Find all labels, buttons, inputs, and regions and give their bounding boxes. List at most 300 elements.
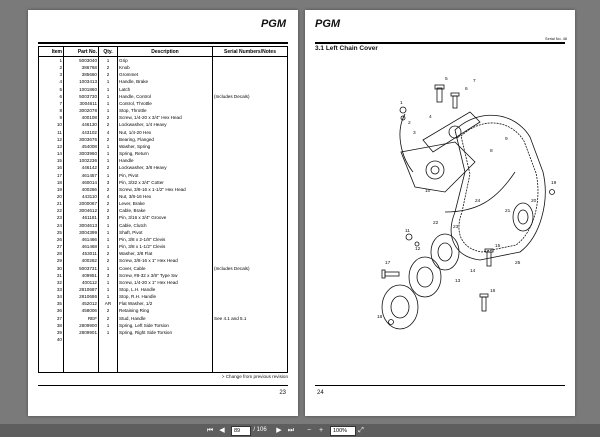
table-row-empty bbox=[39, 358, 288, 365]
col-description-cell: Grip bbox=[118, 57, 213, 65]
col-qty-cell: AR bbox=[99, 300, 118, 307]
col-serial-notes-cell bbox=[213, 257, 288, 264]
chain-cover-inner bbox=[459, 123, 538, 252]
col-item-cell: 11 bbox=[39, 129, 64, 136]
callout-8: 8 bbox=[490, 149, 493, 154]
callout-16: 16 bbox=[490, 289, 496, 294]
col-part-no-cell: 2810687 bbox=[64, 286, 99, 293]
col-part-no-cell: 1002236 bbox=[64, 157, 99, 164]
col-description-cell: Pin, 3/16 x 3/4" Groove bbox=[118, 214, 213, 221]
table-row bbox=[39, 71, 288, 78]
col-part-no-cell: 3003960 bbox=[64, 150, 99, 157]
col-item-cell: 30 bbox=[39, 265, 64, 272]
col-description-cell: Handle, Control bbox=[118, 93, 213, 100]
col-item-cell: 27 bbox=[39, 243, 64, 250]
col-item-cell: 9 bbox=[39, 114, 64, 121]
col-qty-cell: 1 bbox=[99, 329, 118, 336]
col-item-cell: 8 bbox=[39, 107, 64, 114]
col-item-cell: 6 bbox=[39, 93, 64, 100]
col-item-cell: 17 bbox=[39, 172, 64, 179]
empty-cell bbox=[99, 365, 118, 373]
callout-9: 9 bbox=[505, 137, 508, 142]
col-qty-cell: 2 bbox=[99, 315, 118, 322]
table-row bbox=[39, 150, 288, 157]
col-qty-cell: 1 bbox=[99, 107, 118, 114]
zoom-out-icon[interactable]: − bbox=[306, 427, 312, 434]
zoom-level-field[interactable]: 100% bbox=[330, 426, 356, 436]
table-row bbox=[39, 229, 288, 236]
col-serial-notes-cell bbox=[213, 57, 288, 65]
col-qty-cell: 1 bbox=[99, 100, 118, 107]
table-row bbox=[39, 157, 288, 164]
col-serial-notes-cell bbox=[213, 172, 288, 179]
empty-cell bbox=[64, 350, 99, 357]
col-part-no-cell: 3002078 bbox=[64, 107, 99, 114]
table-row bbox=[39, 64, 288, 71]
col-serial-notes-cell bbox=[213, 329, 288, 336]
pulley-disc bbox=[431, 234, 459, 270]
col-description-cell: Stud, Handle bbox=[118, 315, 213, 322]
col-serial-notes-cell bbox=[213, 179, 288, 186]
empty-cell bbox=[99, 343, 118, 350]
col-qty-cell: 1 bbox=[99, 265, 118, 272]
col-qty-cell: 2 bbox=[99, 257, 118, 264]
col-part-no-cell: 5003730 bbox=[64, 93, 99, 100]
col-qty-cell: 2 bbox=[99, 186, 118, 193]
empty-cell bbox=[118, 343, 213, 350]
table-row bbox=[39, 286, 288, 293]
table-row bbox=[39, 136, 288, 143]
col-serial-notes-cell bbox=[213, 143, 288, 150]
empty-cell bbox=[39, 358, 64, 365]
previous-page-button[interactable]: ◀ bbox=[219, 427, 225, 434]
col-qty-cell: 3 bbox=[99, 179, 118, 186]
bolt-top-2 bbox=[451, 93, 459, 108]
col-item-cell: 4 bbox=[39, 78, 64, 85]
col-qty-cell: 2 bbox=[99, 121, 118, 128]
callout-20: 20 bbox=[531, 199, 537, 204]
col-description-cell: Grommet bbox=[118, 71, 213, 78]
table-row bbox=[39, 179, 288, 186]
col-part-no-cell: 5003040 bbox=[64, 57, 99, 65]
col-description-cell: Spring, Right Side Torsion bbox=[118, 329, 213, 336]
table-row bbox=[39, 293, 288, 300]
table-row bbox=[39, 307, 288, 314]
col-part-no-cell: 461466 bbox=[64, 236, 99, 243]
col-item-cell: 32 bbox=[39, 279, 64, 286]
col-qty-cell: 4 bbox=[99, 193, 118, 200]
col-serial-notes-header: Serial Numbers/Notes bbox=[213, 47, 288, 57]
col-item-cell: 20 bbox=[39, 193, 64, 200]
col-description-cell: Shaft, Pivot bbox=[118, 229, 213, 236]
callout-10: 10 bbox=[425, 189, 431, 194]
table-row bbox=[39, 143, 288, 150]
col-description-cell: Bearing, Flanged bbox=[118, 136, 213, 143]
col-description-cell: Handle bbox=[118, 157, 213, 164]
empty-cell bbox=[39, 365, 64, 373]
col-description-cell: Pin, 3/8 x 1-1/2" Clevis bbox=[118, 243, 213, 250]
col-description-header: Description bbox=[118, 47, 213, 57]
col-qty-cell: 3 bbox=[99, 214, 118, 221]
col-item-cell: 16 bbox=[39, 164, 64, 171]
table-row bbox=[39, 93, 288, 100]
col-item-cell: 24 bbox=[39, 222, 64, 229]
col-serial-notes-cell bbox=[213, 286, 288, 293]
col-part-no-cell: 461457 bbox=[64, 172, 99, 179]
col-qty-cell: 2 bbox=[99, 136, 118, 143]
col-qty-cell: 2 bbox=[99, 64, 118, 71]
parts-table-header bbox=[39, 47, 288, 57]
callout-17: 17 bbox=[385, 261, 391, 266]
fit-page-icon[interactable]: ⤢ bbox=[358, 427, 364, 434]
table-row bbox=[39, 315, 288, 322]
empty-cell bbox=[99, 350, 118, 357]
table-row bbox=[39, 257, 288, 264]
col-part-no-cell: 400262 bbox=[64, 257, 99, 264]
col-qty-cell: 1 bbox=[99, 157, 118, 164]
col-description-cell: Nut, 1/4-20 Hex bbox=[118, 129, 213, 136]
col-part-no-cell: 400266 bbox=[64, 186, 99, 193]
col-serial-notes-cell bbox=[213, 300, 288, 307]
side-disc bbox=[513, 203, 533, 231]
left-page bbox=[28, 10, 298, 416]
bolt-left bbox=[382, 270, 399, 278]
col-serial-notes-cell bbox=[213, 193, 288, 200]
col-qty-cell: 1 bbox=[99, 93, 118, 100]
col-description-cell bbox=[118, 336, 213, 343]
col-qty-cell: 1 bbox=[99, 150, 118, 157]
exploded-parts-diagram bbox=[305, 52, 575, 372]
section-title: 3.1 Left Chain Cover bbox=[315, 45, 378, 52]
next-page-button[interactable]: ▶ bbox=[276, 427, 282, 434]
col-part-no-cell: 400112 bbox=[64, 279, 99, 286]
first-page-button[interactable]: ⏮ bbox=[206, 427, 214, 434]
col-item-cell: 23 bbox=[39, 214, 64, 221]
empty-cell bbox=[99, 358, 118, 365]
col-serial-notes-cell bbox=[213, 64, 288, 71]
bolt-lower bbox=[480, 294, 488, 311]
right-header-rule bbox=[315, 42, 565, 44]
table-row bbox=[39, 222, 288, 229]
col-item-cell: 14 bbox=[39, 150, 64, 157]
col-item-cell: 39 bbox=[39, 329, 64, 336]
empty-cell bbox=[213, 343, 288, 350]
col-serial-notes-cell bbox=[213, 293, 288, 300]
table-row bbox=[39, 129, 288, 136]
col-part-no-cell: 386768 bbox=[64, 64, 99, 71]
col-part-no-cell: 3004611 bbox=[64, 100, 99, 107]
col-item-cell: 18 bbox=[39, 179, 64, 186]
washer bbox=[400, 107, 406, 113]
col-part-no-cell: 443110 bbox=[64, 193, 99, 200]
col-part-no-cell: REF bbox=[64, 315, 99, 322]
table-row bbox=[39, 121, 288, 128]
page-number-input[interactable]: 89 bbox=[231, 426, 251, 436]
col-qty-cell: 1 bbox=[99, 243, 118, 250]
table-row bbox=[39, 322, 288, 329]
col-serial-notes-cell bbox=[213, 100, 288, 107]
col-description-cell: Spring, Left Side Torsion bbox=[118, 322, 213, 329]
col-qty-cell: 4 bbox=[99, 129, 118, 136]
col-qty-cell: 1 bbox=[99, 172, 118, 179]
col-part-no-cell: 2810686 bbox=[64, 293, 99, 300]
col-item-cell: 21 bbox=[39, 200, 64, 207]
col-description-cell: Lever, Brake bbox=[118, 200, 213, 207]
col-qty-cell: 1 bbox=[99, 143, 118, 150]
col-description-cell: Washer, 3/8 Flat bbox=[118, 250, 213, 257]
col-serial-notes-cell bbox=[213, 336, 288, 343]
col-description-cell: Screw, 3/8-16 x 1-1/2" Hex Head bbox=[118, 186, 213, 193]
col-qty-cell: 2 bbox=[99, 250, 118, 257]
col-qty-cell: 1 bbox=[99, 86, 118, 93]
col-description-cell: Stop, Throttle bbox=[118, 107, 213, 114]
col-item-cell: 36 bbox=[39, 307, 64, 314]
callout-11: 11 bbox=[405, 229, 410, 234]
table-row bbox=[39, 207, 288, 214]
col-part-no-header: Part No. bbox=[64, 47, 99, 57]
table-row bbox=[39, 100, 288, 107]
callout-21: 21 bbox=[505, 209, 511, 214]
col-qty-cell: 1 bbox=[99, 236, 118, 243]
col-serial-notes-cell bbox=[213, 272, 288, 279]
col-serial-notes-cell bbox=[213, 121, 288, 128]
table-row bbox=[39, 272, 288, 279]
col-qty-cell: 1 bbox=[99, 293, 118, 300]
col-serial-notes-cell: (Includes Decals) bbox=[213, 93, 288, 100]
col-item-cell: 19 bbox=[39, 186, 64, 193]
col-part-no-cell: 452012 bbox=[64, 300, 99, 307]
callout-19: 19 bbox=[551, 181, 557, 186]
table-row bbox=[39, 172, 288, 179]
col-serial-notes-cell bbox=[213, 322, 288, 329]
col-part-no-cell: 458006 bbox=[64, 307, 99, 314]
col-description-cell: Pin, Pivot bbox=[118, 172, 213, 179]
col-part-no-cell: 461181 bbox=[64, 214, 99, 221]
zoom-in-icon[interactable]: + bbox=[318, 427, 324, 434]
table-row bbox=[39, 114, 288, 121]
col-serial-notes-cell bbox=[213, 107, 288, 114]
col-part-no-cell: 385660 bbox=[64, 71, 99, 78]
right-footer-rule bbox=[315, 385, 565, 386]
callout-24: 24 bbox=[475, 199, 481, 204]
col-part-no-cell: 3004613 bbox=[64, 222, 99, 229]
page-total-label: / 106 bbox=[253, 427, 267, 433]
col-description-cell: Screw, 1/4-20 x 3/4" Hex Head bbox=[118, 114, 213, 121]
col-description-cell: Pin, 3/8 x 2-1/8" Clevis bbox=[118, 236, 213, 243]
col-item-cell: 22 bbox=[39, 207, 64, 214]
col-part-no-cell: 3004399 bbox=[64, 229, 99, 236]
change-note: > Change from previous revision bbox=[221, 374, 288, 379]
col-qty-cell: 2 bbox=[99, 71, 118, 78]
col-description-cell: Retaining Ring bbox=[118, 307, 213, 314]
col-item-cell: 37 bbox=[39, 315, 64, 322]
col-serial-notes-cell bbox=[213, 129, 288, 136]
col-description-cell: Screw, 3/8-16 x 1" Hex Head bbox=[118, 257, 213, 264]
col-item-cell: 33 bbox=[39, 286, 64, 293]
col-part-no-cell: 400108 bbox=[64, 114, 99, 121]
table-row-empty bbox=[39, 350, 288, 357]
table-row bbox=[39, 336, 288, 343]
col-item-cell: 3 bbox=[39, 71, 64, 78]
col-description-cell: Spring, Return bbox=[118, 150, 213, 157]
left-footer-rule bbox=[38, 385, 288, 386]
chain-cover-outline bbox=[451, 115, 545, 260]
table-row bbox=[39, 265, 288, 272]
right-page bbox=[305, 10, 575, 416]
table-row bbox=[39, 86, 288, 93]
table-row bbox=[39, 107, 288, 114]
col-serial-notes-cell bbox=[213, 71, 288, 78]
callout-15: 15 bbox=[495, 244, 501, 249]
col-item-cell: 26 bbox=[39, 236, 64, 243]
col-item-cell: 35 bbox=[39, 300, 64, 307]
col-description-cell: Lockwasher, 1/4 Heavy bbox=[118, 121, 213, 128]
col-part-no-cell: 2809901 bbox=[64, 329, 99, 336]
col-part-no-cell: 1001860 bbox=[64, 86, 99, 93]
table-row bbox=[39, 236, 288, 243]
callout-6: 6 bbox=[465, 87, 468, 92]
col-part-no-cell: 2809900 bbox=[64, 322, 99, 329]
table-row-empty bbox=[39, 343, 288, 350]
col-qty-cell: 2 bbox=[99, 307, 118, 314]
col-description-cell: Latch bbox=[118, 86, 213, 93]
table-row bbox=[39, 164, 288, 171]
col-qty-header: Qty. bbox=[99, 47, 118, 57]
callout-4: 4 bbox=[429, 115, 432, 120]
empty-cell bbox=[64, 343, 99, 350]
callout-5: 5 bbox=[445, 77, 448, 82]
col-part-no-cell: 446142 bbox=[64, 164, 99, 171]
col-qty-cell: 2 bbox=[99, 200, 118, 207]
table-row bbox=[39, 186, 288, 193]
col-serial-notes-cell bbox=[213, 150, 288, 157]
table-row bbox=[39, 57, 288, 65]
col-part-no-cell bbox=[64, 336, 99, 343]
col-item-cell: 1 bbox=[39, 57, 64, 65]
col-serial-notes-cell bbox=[213, 222, 288, 229]
col-qty-cell: 1 bbox=[99, 322, 118, 329]
empty-cell bbox=[213, 358, 288, 365]
col-serial-notes-cell bbox=[213, 136, 288, 143]
col-item-cell: 12 bbox=[39, 136, 64, 143]
cable bbox=[400, 114, 413, 172]
col-serial-notes-cell bbox=[213, 207, 288, 214]
col-item-cell: 38 bbox=[39, 322, 64, 329]
col-qty-cell: 1 bbox=[99, 222, 118, 229]
col-item-cell: 34 bbox=[39, 293, 64, 300]
col-qty-cell: 3 bbox=[99, 272, 118, 279]
col-description-cell: Lockwasher, 3/8 Heavy bbox=[118, 164, 213, 171]
col-part-no-cell: 446130 bbox=[64, 121, 99, 128]
left-header-rule bbox=[38, 42, 288, 44]
col-qty-cell: 2 bbox=[99, 164, 118, 171]
right-page-number: 24 bbox=[317, 390, 324, 396]
last-page-button[interactable]: ⏭ bbox=[287, 427, 295, 434]
col-serial-notes-cell bbox=[213, 214, 288, 221]
empty-cell bbox=[39, 343, 64, 350]
col-qty-cell: 1 bbox=[99, 229, 118, 236]
empty-cell bbox=[213, 350, 288, 357]
col-item-cell: 10 bbox=[39, 121, 64, 128]
col-qty-cell: 2 bbox=[99, 207, 118, 214]
col-item-header: Item bbox=[39, 47, 64, 57]
table-row bbox=[39, 200, 288, 207]
col-description-cell: Cover, Cable bbox=[118, 265, 213, 272]
col-description-cell: Nut, 3/8-16 Hex bbox=[118, 193, 213, 200]
col-item-cell: 29 bbox=[39, 257, 64, 264]
callout-12: 12 bbox=[415, 247, 421, 252]
col-item-cell: 28 bbox=[39, 250, 64, 257]
viewer-toolbar bbox=[0, 424, 600, 437]
col-serial-notes-cell bbox=[213, 114, 288, 121]
table-row-empty bbox=[39, 365, 288, 373]
right-page-header: PGM bbox=[315, 18, 341, 30]
drive-hub bbox=[382, 285, 418, 329]
parts-table-header-row bbox=[39, 47, 288, 57]
table-row bbox=[39, 193, 288, 200]
col-part-no-cell: 461468 bbox=[64, 243, 99, 250]
empty-cell bbox=[64, 358, 99, 365]
col-serial-notes-cell: See 4.1 and 5.1 bbox=[213, 315, 288, 322]
callout-3: 3 bbox=[413, 131, 416, 136]
col-serial-notes-cell bbox=[213, 157, 288, 164]
col-qty-cell: 1 bbox=[99, 286, 118, 293]
col-qty-cell: 2 bbox=[99, 114, 118, 121]
left-page-header: PGM bbox=[260, 18, 286, 30]
table-row bbox=[39, 78, 288, 85]
col-serial-notes-cell bbox=[213, 78, 288, 85]
col-item-cell: 15 bbox=[39, 157, 64, 164]
table-row bbox=[39, 329, 288, 336]
callout-23: 23 bbox=[453, 225, 459, 230]
col-description-cell: Pin, 3/32 x 3/4" Cotter bbox=[118, 179, 213, 186]
col-description-cell: Handle, Brake bbox=[118, 78, 213, 85]
col-qty-cell: 1 bbox=[99, 78, 118, 85]
col-serial-notes-cell bbox=[213, 164, 288, 171]
col-part-no-cell: 409951 bbox=[64, 272, 99, 279]
col-description-cell: Stop, L.H. Handle bbox=[118, 286, 213, 293]
empty-cell bbox=[64, 365, 99, 373]
empty-cell bbox=[213, 365, 288, 373]
col-description-cell: Control, Throttle bbox=[118, 100, 213, 107]
callout-22: 22 bbox=[433, 221, 439, 226]
col-part-no-cell: 453011 bbox=[64, 250, 99, 257]
col-qty-cell bbox=[99, 336, 118, 343]
table-row bbox=[39, 300, 288, 307]
empty-cell bbox=[118, 365, 213, 373]
col-item-cell: 13 bbox=[39, 143, 64, 150]
col-serial-notes-cell bbox=[213, 307, 288, 314]
col-serial-notes-cell bbox=[213, 250, 288, 257]
empty-cell bbox=[118, 350, 213, 357]
empty-cell bbox=[118, 358, 213, 365]
col-qty-cell: 1 bbox=[99, 57, 118, 65]
col-serial-notes-cell bbox=[213, 86, 288, 93]
left-page-number: 23 bbox=[279, 390, 286, 396]
col-item-cell: 7 bbox=[39, 100, 64, 107]
callout-14: 14 bbox=[470, 269, 476, 274]
col-item-cell: 40 bbox=[39, 336, 64, 343]
col-part-no-cell: 460014 bbox=[64, 179, 99, 186]
col-part-no-cell: 5003731 bbox=[64, 265, 99, 272]
clutch-plate bbox=[409, 257, 441, 297]
col-part-no-cell: 3004612 bbox=[64, 207, 99, 214]
col-part-no-cell: 2000067 bbox=[64, 200, 99, 207]
callout-18: 18 bbox=[377, 315, 383, 320]
table-row bbox=[39, 279, 288, 286]
callout-25: 25 bbox=[515, 261, 521, 266]
col-description-cell: Screw, 1/4-20 x 1" Hex Head bbox=[118, 279, 213, 286]
